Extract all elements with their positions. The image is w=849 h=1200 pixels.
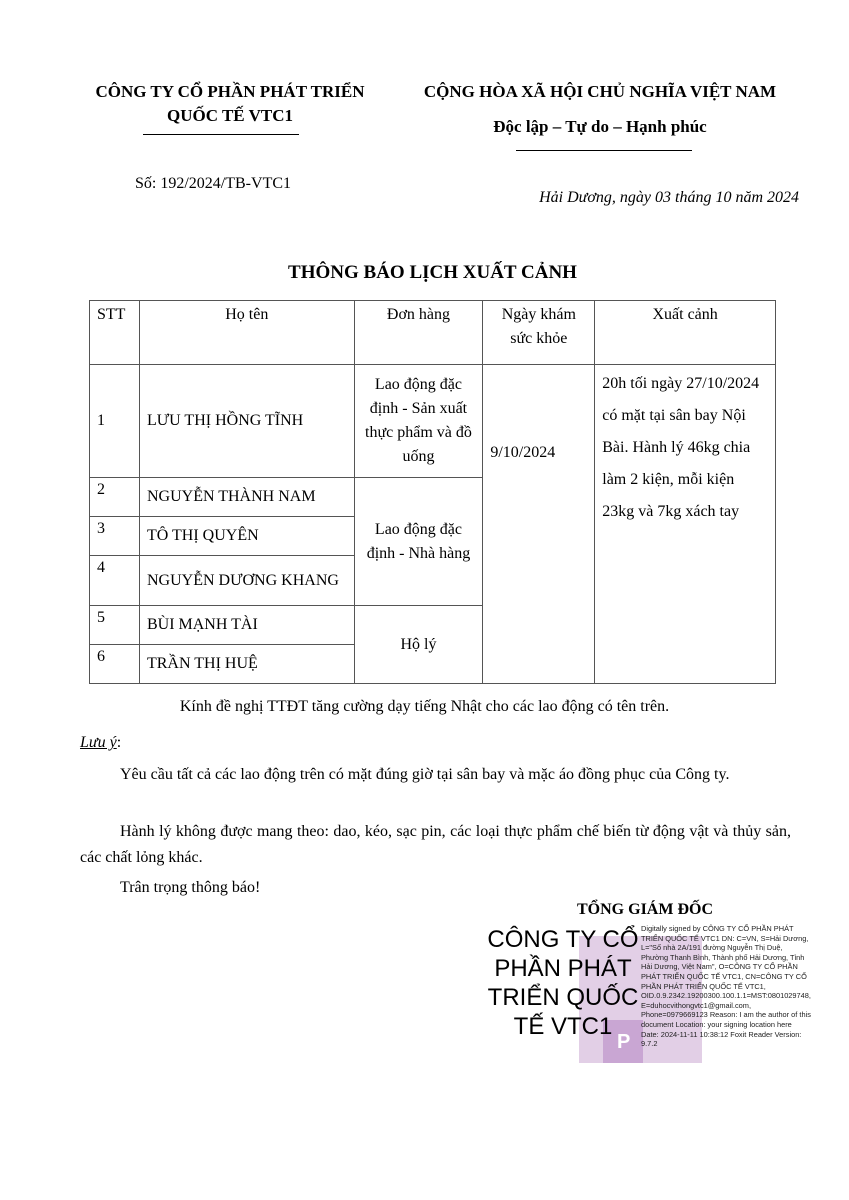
order-group-1: Lao động đặc định - Sản xuất thực phẩm và đồ uống bbox=[354, 365, 483, 478]
note-heading bbox=[80, 731, 121, 755]
row-stt: 5 bbox=[90, 606, 140, 645]
col-header-departure: Xuất cảnh bbox=[595, 301, 776, 365]
company-name-line1: CÔNG TY CỔ PHẦN PHÁT TRIỂN bbox=[95, 82, 365, 101]
signer-name: CÔNG TY CỔ PHẦN PHÁT TRIỂN QUỐC TẾ VTC1 bbox=[487, 926, 639, 1040]
motto: Độc lập – Tự do – Hạnh phúc bbox=[493, 117, 707, 136]
note-label: Lưu ý bbox=[80, 734, 117, 751]
nation-title: CỘNG HÒA XÃ HỘI CHỦ NGHĨA VIỆT NAM bbox=[423, 82, 777, 101]
col-header-order: Đơn hàng bbox=[354, 301, 483, 365]
training-request: Kính đề nghị TTĐT tăng cường dạy tiếng Nhật cho các lao động có tên trên. bbox=[179, 698, 670, 715]
doc-number: Số: 192/2024/TB-VTC1 bbox=[135, 175, 292, 192]
row-stt: 3 bbox=[90, 517, 140, 556]
row-stt: 2 bbox=[90, 478, 140, 517]
motto-underline bbox=[516, 150, 692, 151]
company-name bbox=[60, 80, 400, 128]
health-check-date: 9/10/2024 bbox=[483, 365, 595, 684]
row-stt: 4 bbox=[90, 556, 140, 606]
schedule-table bbox=[89, 300, 776, 684]
signer-role: TỔNG GIÁM ĐỐC bbox=[577, 901, 713, 918]
row-stt: 6 bbox=[90, 645, 140, 684]
col-header-name: Họ tên bbox=[139, 301, 354, 365]
place-date: Hải Dương, ngày 03 tháng 10 năm 2024 bbox=[539, 189, 799, 206]
col-header-health-date: Ngày khám sức khỏe bbox=[483, 301, 595, 365]
note-colon: : bbox=[116, 734, 122, 751]
row-name: BÙI MẠNH TÀI bbox=[139, 606, 354, 645]
row-name: LƯU THỊ HỒNG TĨNH bbox=[139, 365, 354, 478]
row-name: NGUYỄN DƯƠNG KHANG bbox=[139, 556, 354, 606]
page-title: THÔNG BÁO LỊCH XUẤT CẢNH bbox=[288, 262, 577, 283]
order-group-3: Hộ lý bbox=[354, 606, 483, 684]
signature-details: Digitally signed by CÔNG TY CỔ PHẦN PHÁT TRIỂN QUỐC TẾ VTC1 DN: C=VN, S=Hải Dương, L="Số nhà 2A/191 đường Nguyễn Thị Duệ, Phường Thanh Bình, Thành phố Hải Dương, Tỉnh Hải Dương, Việt Nam", O=CÔNG TY CỔ PHẦN PHÁT TRIỂN QUỐC TẾ VTC1, CN=CÔNG TY CỔ PHẦN PHÁT TRIỂN QUỐC TẾ VTC1, OID.0.9.2342.19200300.100.1.1=MST:0801029748, E=duhocvithongvtc1@gmail.com, Phone=0979669123 Reason: I am the author of this document Location: your signing location here Date: 2024-11-11 10:38:12 Foxit Reader Version: 9.7.2 bbox=[641, 924, 811, 1049]
row-name: TÔ THỊ QUYÊN bbox=[139, 517, 354, 556]
order-group-2: Lao động đặc định - Nhà hàng bbox=[354, 478, 483, 606]
row-name: TRẦN THỊ HUỆ bbox=[139, 645, 354, 684]
company-name-line2: QUỐC TẾ VTC1 bbox=[167, 106, 293, 125]
departure-info: 20h tối ngày 27/10/2024 có mặt tại sân bay Nội Bài. Hành lý 46kg chia làm 2 kiện, mỗi kiện 23kg và 7kg xách tay bbox=[595, 365, 776, 684]
row-name: NGUYỄN THÀNH NAM bbox=[139, 478, 354, 517]
note-paragraph-1: Yêu cầu tất cả các lao động trên có mặt đúng giờ tại sân bay và mặc áo đồng phục của Công ty. bbox=[120, 766, 730, 783]
table-header-row bbox=[90, 301, 776, 365]
table-row bbox=[90, 365, 776, 478]
note-paragraph-2: Hành lý không được mang theo: dao, kéo, sạc pin, các loại thực phẩm chế biến từ động vật và thủy sản, các chất lỏng khác. bbox=[80, 823, 791, 866]
row-stt: 1 bbox=[90, 365, 140, 478]
company-underline bbox=[143, 134, 299, 135]
svg-text:P: P bbox=[617, 1031, 631, 1053]
closing: Trân trọng thông báo! bbox=[120, 879, 261, 896]
col-header-stt: STT bbox=[90, 301, 140, 365]
